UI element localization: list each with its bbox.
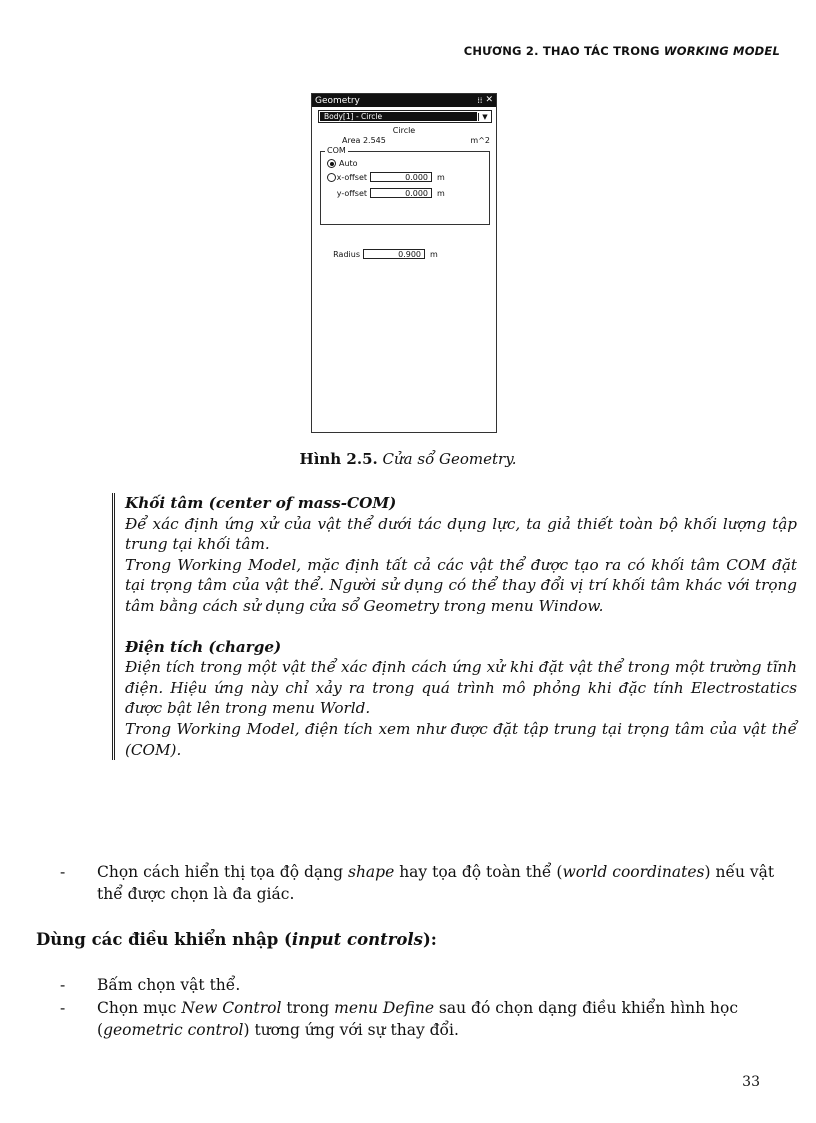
note-para-2: Trong Working Model, mặc định tất cả các vật thể được tạo ra có khối tâm COM đặt tại trọng tâm của vật thể. Người sử dụng có thể thay đổi vị trí khối tâm khác với trọng tâm bằng cách sử dụng cửa sổ Geometry trong menu Window. bbox=[125, 555, 797, 615]
radius-row bbox=[316, 249, 438, 259]
x-offset-label: x-offset bbox=[336, 172, 367, 182]
close-icon[interactable]: ✕ bbox=[485, 95, 493, 105]
body-select[interactable] bbox=[318, 110, 492, 123]
list-item-text: Bấm chọn vật thể. bbox=[97, 976, 241, 994]
figure-caption bbox=[0, 450, 816, 468]
note-para-4: Trong Working Model, điện tích xem như được đặt tập trung tại trọng tâm của vật thể (COM). bbox=[125, 719, 797, 759]
area-row bbox=[342, 136, 490, 145]
window-titlebar[interactable] bbox=[312, 94, 496, 107]
chapter-header bbox=[464, 44, 780, 58]
list-item bbox=[60, 997, 790, 1041]
x-offset-unit: m bbox=[437, 172, 445, 182]
shape-label: Circle bbox=[392, 126, 416, 135]
body-select-value: Body[1] - Circle bbox=[320, 112, 477, 121]
area-label: Area 2.545 bbox=[342, 136, 386, 145]
auto-radio[interactable] bbox=[327, 159, 358, 168]
note-para-1: Để xác định ứng xử của vật thể dưới tác dụng lực, ta giả thiết toàn bộ khối lượng tập trung tại khối tâm. bbox=[125, 514, 797, 554]
x-offset-row bbox=[323, 172, 445, 182]
x-offset-input[interactable]: 0.000 bbox=[370, 172, 432, 182]
radius-input[interactable]: 0.900 bbox=[363, 249, 425, 259]
y-offset-label: y-offset bbox=[336, 188, 367, 198]
chapter-prefix: CHƯƠNG 2. THAO TÁC TRONG bbox=[463, 44, 664, 58]
auto-label: Auto bbox=[339, 159, 358, 168]
com-group bbox=[320, 146, 490, 225]
caption-label: Hình 2.5. bbox=[299, 450, 378, 468]
dash-bullet: - bbox=[60, 976, 66, 994]
caption-text: Cửa sổ Geometry. bbox=[382, 450, 517, 468]
radius-unit: m bbox=[430, 249, 438, 259]
note-heading-com: Khối tâm (center of mass-COM) bbox=[125, 494, 397, 512]
y-offset-row bbox=[323, 188, 445, 198]
chapter-title-italic: WORKING MODEL bbox=[663, 44, 780, 58]
y-offset-unit: m bbox=[437, 188, 445, 198]
list-item bbox=[60, 974, 790, 996]
y-offset-input[interactable]: 0.000 bbox=[370, 188, 432, 198]
note-heading-charge: Điện tích (charge) bbox=[125, 637, 282, 656]
list-item-text: Chọn cách hiển thị tọa độ dạng shape hay tọa độ toàn thể (world coordinates) nếu vật thể được chọn là đa giác. bbox=[97, 863, 775, 903]
chevron-down-icon[interactable]: ▼ bbox=[478, 113, 491, 121]
section-heading: Dùng các điều khiển nhập (input controls): bbox=[36, 930, 437, 949]
radio-on-icon[interactable] bbox=[327, 159, 336, 168]
note-box bbox=[112, 493, 797, 760]
list-item bbox=[60, 861, 790, 905]
area-unit: m^2 bbox=[470, 136, 490, 145]
dash-bullet: - bbox=[60, 999, 66, 1017]
radius-label: Radius bbox=[333, 249, 360, 259]
geometry-window bbox=[311, 93, 497, 433]
page-number: 33 bbox=[742, 1074, 760, 1090]
list-item-text: Chọn mục New Control trong menu Define sau đó chọn dạng điều khiển hình học (geometric control) tương ứng với sự thay đổi. bbox=[97, 999, 739, 1039]
note-para-3: Điện tích trong một vật thể xác định cách ứng xử khi đặt vật thể trong một trường tĩnh điện. Hiệu ứng này chỉ xảy ra trong quá trình mô phỏng khi đặc tính Electrostatics được bật lên trong menu World. bbox=[125, 658, 797, 718]
dash-bullet: - bbox=[60, 863, 66, 881]
window-title: Geometry bbox=[315, 95, 360, 106]
com-legend: COM bbox=[327, 146, 346, 155]
pin-icon[interactable]: ⁞⁞ bbox=[477, 96, 483, 105]
